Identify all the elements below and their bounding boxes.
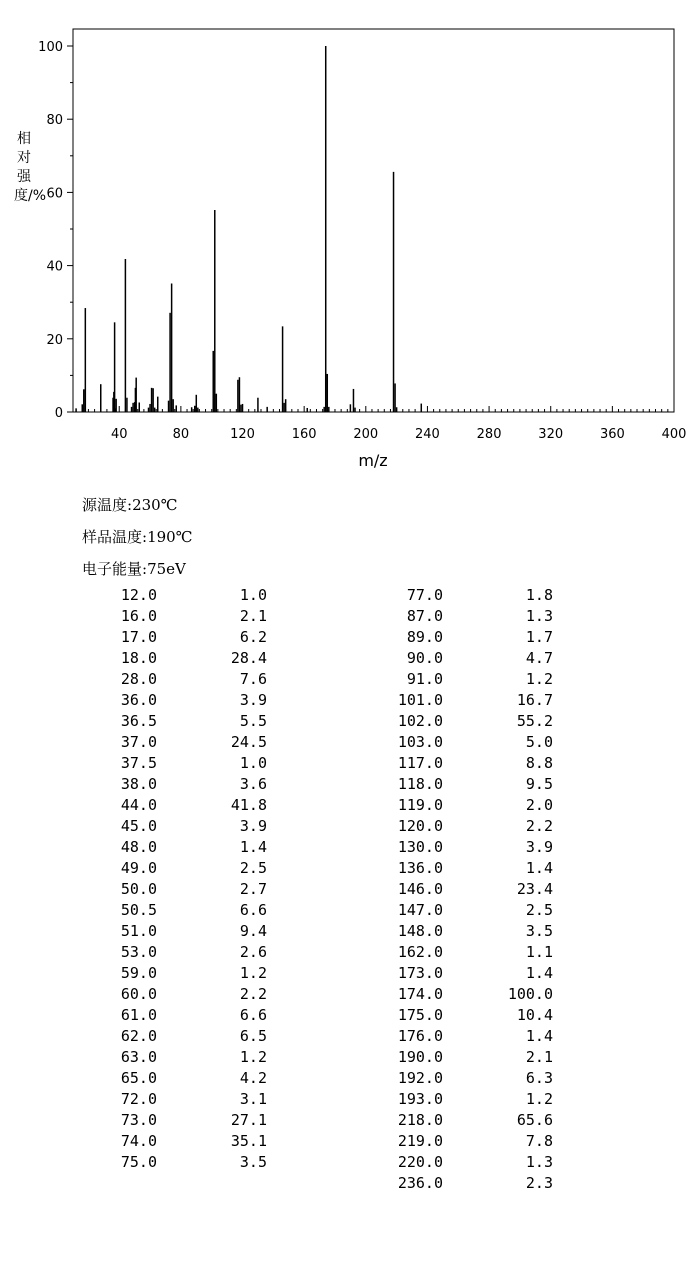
peak-table-left xyxy=(0,585,290,1173)
source-temperature xyxy=(82,493,192,525)
intensity-value: 65.6 xyxy=(516,1111,553,1129)
mz-value: 51.0 xyxy=(120,922,157,940)
peak-row xyxy=(300,1110,580,1131)
y-axis-label: 相对强度/% xyxy=(14,131,47,204)
intensity-value: 2.3 xyxy=(525,1174,553,1192)
peak-row xyxy=(0,984,290,1005)
mz-value: 193.0 xyxy=(397,1090,443,1108)
peak-row xyxy=(0,921,290,942)
condition-label: 样品温度: xyxy=(82,528,148,546)
mz-value: 45.0 xyxy=(120,817,157,835)
spectrum-peaks xyxy=(76,46,421,412)
intensity-value: 16.7 xyxy=(516,691,553,709)
condition-label: 源温度: xyxy=(82,496,133,514)
x-tick-label: 400 xyxy=(661,427,687,442)
intensity-value: 3.5 xyxy=(239,1153,267,1171)
peak-row xyxy=(300,606,580,627)
mz-value: 65.0 xyxy=(120,1069,157,1087)
mz-value: 49.0 xyxy=(120,859,157,877)
peak-row xyxy=(0,942,290,963)
peak-row xyxy=(0,879,290,900)
intensity-value: 5.0 xyxy=(525,733,553,751)
mz-value: 36.0 xyxy=(120,691,157,709)
intensity-value: 4.7 xyxy=(525,649,553,667)
peak-row xyxy=(300,732,580,753)
mz-value: 147.0 xyxy=(397,901,443,919)
peak-row xyxy=(0,606,290,627)
peak-row xyxy=(0,795,290,816)
peak-row xyxy=(300,1047,580,1068)
intensity-value: 2.5 xyxy=(239,859,267,877)
intensity-value: 7.8 xyxy=(525,1132,553,1150)
peak-row xyxy=(300,858,580,879)
mz-value: 74.0 xyxy=(120,1132,157,1150)
mz-value: 220.0 xyxy=(397,1153,443,1171)
mass-spectrum-chart xyxy=(0,0,687,480)
y-tick-label: 100 xyxy=(38,40,63,55)
intensity-value: 1.1 xyxy=(525,943,553,961)
mz-value: 28.0 xyxy=(120,670,157,688)
peak-row xyxy=(0,648,290,669)
mz-value: 130.0 xyxy=(397,838,443,856)
peak-row xyxy=(0,1047,290,1068)
mz-value: 218.0 xyxy=(397,1111,443,1129)
y-tick-label: 40 xyxy=(46,259,63,275)
peak-row xyxy=(300,1005,580,1026)
mz-value: 118.0 xyxy=(397,775,443,793)
mz-value: 16.0 xyxy=(120,607,157,625)
intensity-value: 7.6 xyxy=(239,670,267,688)
peak-row xyxy=(300,816,580,837)
peak-row xyxy=(300,690,580,711)
intensity-value: 6.2 xyxy=(239,628,267,646)
intensity-value: 2.1 xyxy=(239,607,267,625)
condition-value: 230℃ xyxy=(132,496,178,514)
mz-value: 120.0 xyxy=(397,817,443,835)
mz-value: 37.5 xyxy=(120,754,157,772)
mz-value: 38.0 xyxy=(120,775,157,793)
conditions-block xyxy=(82,493,192,589)
intensity-value: 23.4 xyxy=(516,880,553,898)
intensity-value: 24.5 xyxy=(230,733,267,751)
intensity-value: 6.3 xyxy=(525,1069,553,1087)
peak-row xyxy=(300,963,580,984)
intensity-value: 1.4 xyxy=(525,964,553,982)
peak-row xyxy=(300,753,580,774)
mz-value: 12.0 xyxy=(120,586,157,604)
intensity-value: 1.2 xyxy=(525,1090,553,1108)
intensity-value: 2.7 xyxy=(239,880,267,898)
mz-value: 90.0 xyxy=(406,649,443,667)
mz-value: 236.0 xyxy=(397,1174,443,1192)
peak-row xyxy=(0,627,290,648)
peak-row xyxy=(0,900,290,921)
peak-row xyxy=(300,984,580,1005)
peak-row xyxy=(300,1026,580,1047)
peak-row xyxy=(300,1089,580,1110)
peak-row xyxy=(300,900,580,921)
mz-value: 63.0 xyxy=(120,1048,157,1066)
x-axis-label: m/z xyxy=(358,451,388,470)
mz-value: 18.0 xyxy=(120,649,157,667)
intensity-value: 100.0 xyxy=(507,985,553,1003)
peak-row xyxy=(0,753,290,774)
peak-row xyxy=(0,585,290,606)
y-tick-label: 0 xyxy=(54,406,63,421)
intensity-value: 9.5 xyxy=(525,775,553,793)
intensity-value: 2.1 xyxy=(525,1048,553,1066)
intensity-value: 3.6 xyxy=(239,775,267,793)
mz-value: 190.0 xyxy=(397,1048,443,1066)
peak-row xyxy=(300,1131,580,1152)
mz-value: 17.0 xyxy=(120,628,157,646)
y-tick-label: 60 xyxy=(46,186,63,202)
intensity-value: 1.4 xyxy=(525,859,553,877)
mz-value: 50.0 xyxy=(120,880,157,898)
mz-value: 219.0 xyxy=(397,1132,443,1150)
intensity-value: 5.5 xyxy=(239,712,267,730)
condition-value: 190℃ xyxy=(147,528,193,546)
x-tick-label: 280 xyxy=(476,427,502,442)
peak-row xyxy=(300,711,580,732)
x-axis-ticks xyxy=(76,406,686,442)
peak-row xyxy=(0,669,290,690)
peak-row xyxy=(0,837,290,858)
x-tick-label: 200 xyxy=(353,427,379,442)
intensity-value: 2.0 xyxy=(525,796,553,814)
x-tick-label: 360 xyxy=(599,427,625,442)
peak-row xyxy=(300,669,580,690)
y-tick-label: 20 xyxy=(46,332,63,348)
intensity-value: 8.8 xyxy=(525,754,553,772)
peak-row xyxy=(300,795,580,816)
peak-row xyxy=(0,711,290,732)
mz-value: 103.0 xyxy=(397,733,443,751)
intensity-value: 41.8 xyxy=(230,796,267,814)
peak-row xyxy=(0,1026,290,1047)
peak-row xyxy=(0,1152,290,1173)
mz-value: 53.0 xyxy=(120,943,157,961)
peak-row xyxy=(0,1068,290,1089)
x-tick-label: 120 xyxy=(230,427,255,442)
mz-value: 60.0 xyxy=(120,985,157,1003)
intensity-value: 3.9 xyxy=(239,817,267,835)
mz-value: 72.0 xyxy=(120,1090,157,1108)
peak-row xyxy=(0,1131,290,1152)
intensity-value: 1.2 xyxy=(239,1048,267,1066)
mz-value: 73.0 xyxy=(120,1111,157,1129)
peak-row xyxy=(0,963,290,984)
intensity-value: 3.9 xyxy=(239,691,267,709)
intensity-value: 10.4 xyxy=(516,1006,553,1024)
intensity-value: 1.0 xyxy=(239,754,267,772)
mz-value: 136.0 xyxy=(397,859,443,877)
mz-value: 192.0 xyxy=(397,1069,443,1087)
peak-row xyxy=(0,690,290,711)
mz-value: 176.0 xyxy=(397,1027,443,1045)
intensity-value: 2.2 xyxy=(525,817,553,835)
intensity-value: 1.8 xyxy=(525,586,553,604)
peak-row xyxy=(300,585,580,606)
mz-value: 119.0 xyxy=(397,796,443,814)
condition-label: 电子能量: xyxy=(82,560,148,578)
intensity-value: 2.5 xyxy=(525,901,553,919)
intensity-value: 35.1 xyxy=(230,1132,267,1150)
peak-row xyxy=(0,1005,290,1026)
intensity-value: 1.4 xyxy=(525,1027,553,1045)
mz-value: 146.0 xyxy=(397,880,443,898)
peak-row xyxy=(300,627,580,648)
mz-value: 101.0 xyxy=(397,691,443,709)
peak-row xyxy=(0,816,290,837)
intensity-value: 1.4 xyxy=(239,838,267,856)
intensity-value: 1.3 xyxy=(525,607,553,625)
condition-value: 75eV xyxy=(147,560,186,578)
peak-row xyxy=(0,732,290,753)
mz-value: 77.0 xyxy=(406,586,443,604)
mz-value: 87.0 xyxy=(406,607,443,625)
intensity-value: 3.5 xyxy=(525,922,553,940)
mz-value: 37.0 xyxy=(120,733,157,751)
intensity-value: 6.5 xyxy=(239,1027,267,1045)
mz-value: 59.0 xyxy=(120,964,157,982)
peak-row xyxy=(300,774,580,795)
intensity-value: 6.6 xyxy=(239,901,267,919)
mz-value: 61.0 xyxy=(120,1006,157,1024)
peak-row xyxy=(300,837,580,858)
intensity-value: 4.2 xyxy=(239,1069,267,1087)
peak-table-right xyxy=(300,585,580,1194)
x-tick-label: 240 xyxy=(415,427,440,442)
mz-value: 89.0 xyxy=(406,628,443,646)
intensity-value: 1.3 xyxy=(525,1153,553,1171)
intensity-value: 3.9 xyxy=(525,838,553,856)
x-tick-label: 320 xyxy=(538,427,564,442)
intensity-value: 1.2 xyxy=(239,964,267,982)
intensity-value: 2.2 xyxy=(239,985,267,1003)
mz-value: 102.0 xyxy=(397,712,443,730)
intensity-value: 2.6 xyxy=(239,943,267,961)
mz-value: 162.0 xyxy=(397,943,443,961)
mz-value: 50.5 xyxy=(120,901,157,919)
mz-value: 62.0 xyxy=(120,1027,157,1045)
mz-value: 148.0 xyxy=(397,922,443,940)
mz-value: 173.0 xyxy=(397,964,443,982)
intensity-value: 1.0 xyxy=(239,586,267,604)
peak-row xyxy=(0,858,290,879)
mz-value: 117.0 xyxy=(397,754,443,772)
y-axis-ticks xyxy=(38,40,73,421)
intensity-value: 27.1 xyxy=(230,1111,267,1129)
intensity-value: 6.6 xyxy=(239,1006,267,1024)
peak-row xyxy=(0,1089,290,1110)
peak-row xyxy=(300,1068,580,1089)
peak-row xyxy=(0,1110,290,1131)
mz-value: 36.5 xyxy=(120,712,157,730)
intensity-value: 28.4 xyxy=(230,649,267,667)
x-tick-label: 80 xyxy=(172,427,190,442)
x-tick-label: 40 xyxy=(110,427,128,442)
mz-value: 175.0 xyxy=(397,1006,443,1024)
intensity-value: 55.2 xyxy=(516,712,553,730)
peak-row xyxy=(0,774,290,795)
x-tick-label: 160 xyxy=(291,427,317,442)
y-tick-label: 80 xyxy=(46,113,63,129)
mz-value: 91.0 xyxy=(406,670,443,688)
intensity-value: 9.4 xyxy=(239,922,267,940)
mz-value: 44.0 xyxy=(120,796,157,814)
mz-value: 174.0 xyxy=(397,985,443,1003)
peak-row xyxy=(300,942,580,963)
mz-value: 75.0 xyxy=(120,1153,157,1171)
peak-row xyxy=(300,648,580,669)
plot-frame xyxy=(73,29,674,412)
peak-row xyxy=(300,921,580,942)
mz-value: 48.0 xyxy=(120,838,157,856)
intensity-value: 1.7 xyxy=(525,628,553,646)
intensity-value: 3.1 xyxy=(239,1090,267,1108)
peak-row xyxy=(300,1152,580,1173)
peak-row xyxy=(300,1173,580,1194)
peak-row xyxy=(300,879,580,900)
intensity-value: 1.2 xyxy=(525,670,553,688)
sample-temperature xyxy=(82,525,192,557)
